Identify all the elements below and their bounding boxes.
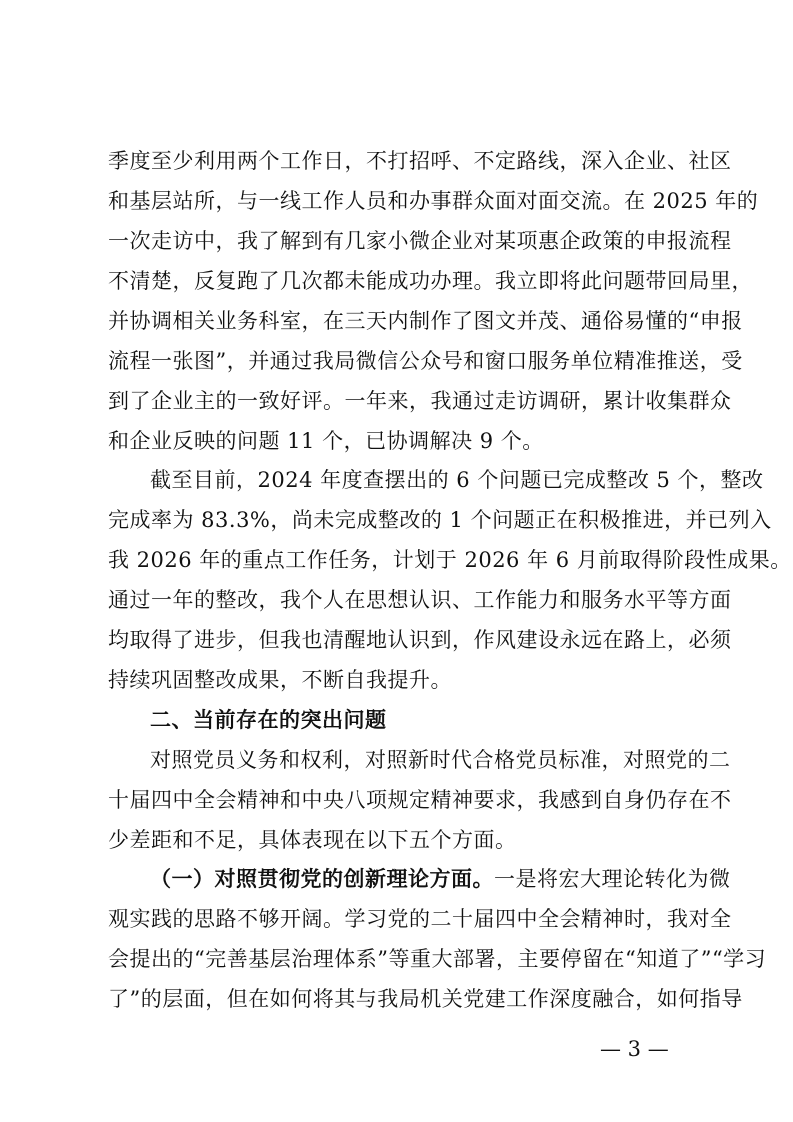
paragraph-line: 一次走访中，我了解到有几家小微企业对某项惠企政策的申报流程	[108, 229, 732, 253]
paragraph-line: 观实践的思路不够开阔。学习党的二十届四中全会精神时，我对全	[108, 907, 732, 931]
paragraph-line: 我 2026 年的重点工作任务，计划于 2026 年 6 月前取得阶段性成果。	[108, 548, 792, 572]
paragraph-line: 对照党员义务和权利，对照新时代合格党员标准，对照党的二	[150, 748, 731, 772]
paragraph-line: 和企业反映的问题 11 个，已协调解决 9 个。	[108, 429, 544, 453]
paragraph-line: 均取得了进步，但我也清醒地认识到，作风建设永远在路上，必须	[108, 628, 732, 652]
subsection-line	[150, 862, 731, 896]
paragraph-line: 不清楚，反复跑了几次都未能成功办理。我立即将此问题带回局里，	[108, 269, 753, 293]
paragraph-line: 并协调相关业务科室，在三天内制作了图文并茂、通俗易懂的“申报	[108, 309, 743, 333]
paragraph-line: 和基层站所，与一线工作人员和办事群众面对面交流。在 2025 年的	[108, 189, 759, 213]
page-number: — 3 —	[600, 1037, 669, 1061]
paragraph-line: 到了企业主的一致好评。一年来，我通过走访调研，累计收集群众	[108, 389, 732, 413]
paragraph-text: 一是将宏大理论转化为微	[494, 867, 731, 891]
paragraph-line: 截至目前，2024 年度查摆出的 6 个问题已完成整改 5 个，整改	[150, 468, 764, 492]
section-heading: 二、当前存在的突出问题	[150, 708, 387, 732]
paragraph-line: 季度至少利用两个工作日，不打招呼、不定路线，深入企业、社区	[108, 149, 732, 173]
paragraph-line: 十届四中全会精神和中央八项规定精神要求，我感到自身仍存在不	[108, 788, 732, 812]
paragraph-line: 完成率为 83.3%，尚未完成整改的 1 个问题正在积极推进，并已列入	[108, 508, 772, 532]
paragraph-line: 流程一张图”，并通过我局微信公众号和窗口服务单位精准推送，受	[108, 349, 743, 373]
subsection-heading: （一）对照贯彻党的创新理论方面。	[150, 866, 494, 891]
paragraph-line: 会提出的“完善基层治理体系”等重大部署，主要停留在“知道了”“学习	[108, 947, 767, 971]
paragraph-line: 通过一年的整改，我个人在思想认识、工作能力和服务水平等方面	[108, 588, 732, 612]
paragraph-line: 了”的层面，但在如何将其与我局机关党建工作深度融合，如何指导	[108, 987, 743, 1011]
paragraph-line: 持续巩固整改成果，不断自我提升。	[108, 668, 452, 692]
paragraph-line: 少差距和不足，具体表现在以下五个方面。	[108, 828, 517, 852]
